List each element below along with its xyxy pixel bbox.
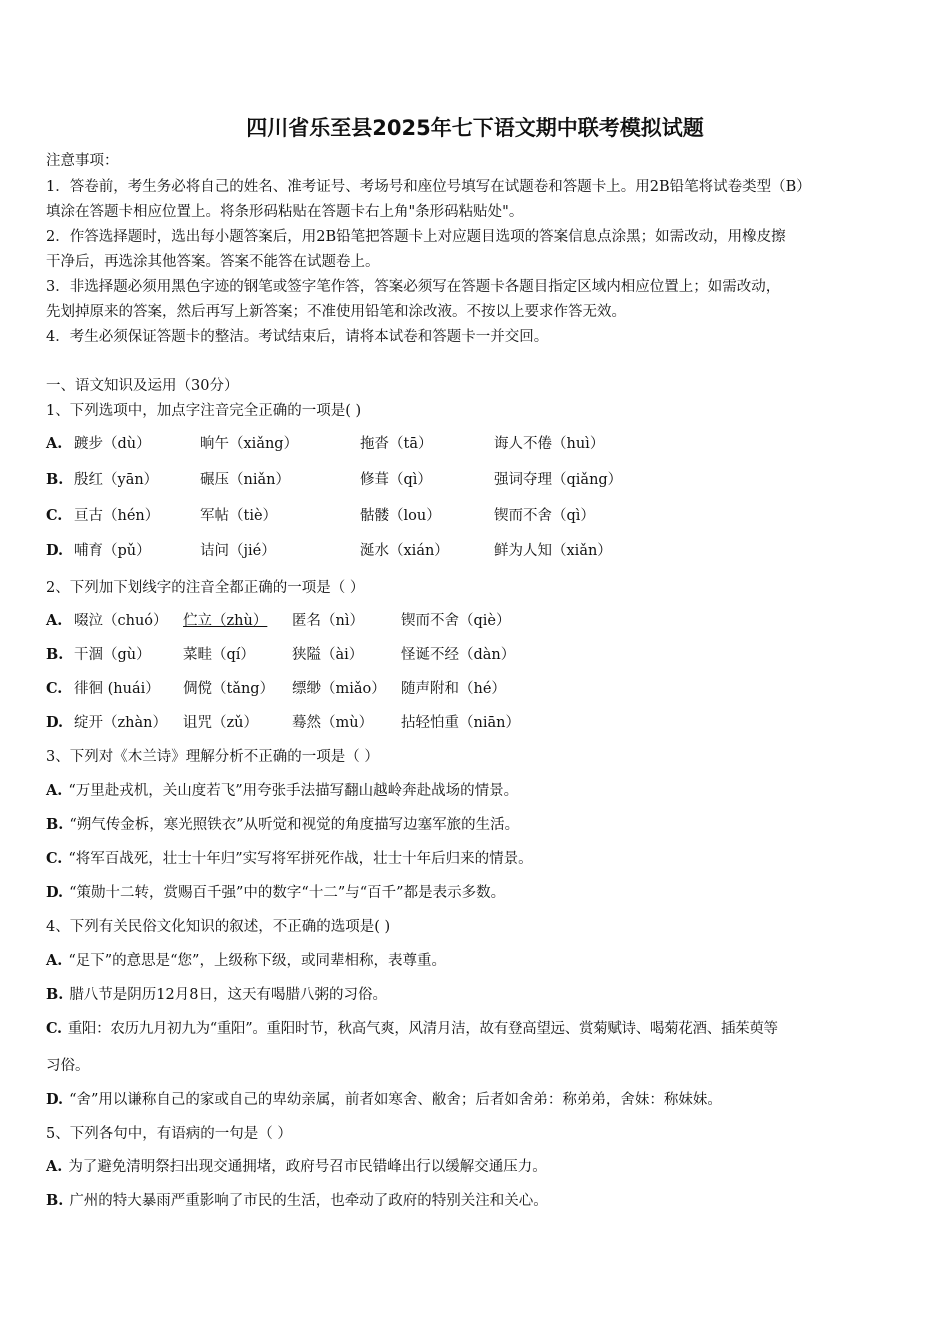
notice-line: 干净后，再选涂其他答案。答案不能答在试题卷上。 bbox=[46, 254, 380, 270]
option-item: 军帖（tiè） bbox=[200, 508, 278, 524]
option-item: 鲜为人知（xiǎn） bbox=[494, 543, 612, 559]
option-label: D. bbox=[46, 884, 64, 901]
option-item: 诅咒（zǔ） bbox=[183, 715, 258, 731]
option-text: “将军百战死，壮士十年归”实写将军拼死作战，壮士十年后归来的情景。 bbox=[68, 851, 533, 867]
option-label: A. bbox=[46, 435, 63, 452]
option-item: 啜泣（chuó） bbox=[74, 613, 168, 629]
option-text: 腊八节是阴历12月8日，这天有喝腊八粥的习俗。 bbox=[69, 987, 387, 1003]
option-label: B. bbox=[46, 471, 64, 488]
option-label: B. bbox=[46, 816, 64, 833]
question-4-option-d bbox=[46, 1090, 722, 1110]
option-text: 广州的特大暴雨严重影响了市民的生活，也牵动了政府的特别关注和关心。 bbox=[69, 1193, 548, 1209]
option-label: C. bbox=[46, 1020, 62, 1037]
question-5-option-b bbox=[46, 1191, 548, 1211]
notice-heading: 注意事项： bbox=[46, 153, 119, 169]
option-label: B. bbox=[46, 646, 64, 663]
option-item: 殷红（yān） bbox=[74, 472, 159, 488]
option-item: 拈轻怕重（niān） bbox=[401, 715, 520, 731]
question-4-option-b bbox=[46, 985, 387, 1005]
option-item: 伫立（zhù） bbox=[183, 613, 268, 629]
question-4-option-c-continued bbox=[46, 1056, 90, 1076]
option-item: 修葺（qì） bbox=[360, 472, 432, 488]
option-label: B. bbox=[46, 986, 64, 1003]
option-text: 习俗。 bbox=[46, 1058, 90, 1074]
option-item: 菜畦（qí） bbox=[183, 647, 255, 663]
question-3-option-b bbox=[46, 815, 519, 835]
option-label: A. bbox=[46, 612, 63, 629]
question-1-stem: 1、下列选项中，加点字注音完全正确的一项是( ) bbox=[46, 403, 362, 419]
question-4-stem: 4、下列有关民俗文化知识的叙述，不正确的选项是( ) bbox=[46, 919, 391, 935]
option-item: 随声附和（hé） bbox=[401, 681, 506, 697]
option-item: 干涸（gù） bbox=[74, 647, 151, 663]
question-5-option-a bbox=[46, 1157, 547, 1177]
option-item: 晌午（xiǎng） bbox=[200, 436, 299, 452]
option-label: C. bbox=[46, 680, 63, 697]
option-item: 拖沓（tā） bbox=[360, 436, 433, 452]
option-item: 锲而不舍（qiè） bbox=[401, 613, 511, 629]
option-item: 诘问（jié） bbox=[200, 543, 276, 559]
page-title: 四川省乐至县2025年七下语文期中联考模拟试题 bbox=[246, 116, 704, 140]
option-item: 踱步（dù） bbox=[74, 436, 151, 452]
option-label: B. bbox=[46, 1192, 64, 1209]
question-4-option-a bbox=[46, 951, 446, 971]
option-text: “策勋十二转，赏赐百千强”中的数字“十二”与“百千”都是表示多数。 bbox=[69, 885, 506, 901]
question-3-stem: 3、下列对《木兰诗》理解分析不正确的一项是（ ） bbox=[46, 749, 379, 765]
option-label: D. bbox=[46, 714, 64, 731]
option-item: 哺育（pǔ） bbox=[74, 543, 151, 559]
option-text: “足下”的意思是“您”，上级称下级，或同辈相称，表尊重。 bbox=[68, 953, 446, 969]
section-heading: 一、语文知识及运用（30分） bbox=[46, 378, 239, 394]
option-text: 重阳：农历九月初九为“重阳”。重阳时节，秋高气爽，风清月洁，故有登高望远、赏菊赋诗、喝菊花酒、插茱萸等 bbox=[67, 1021, 778, 1037]
option-item: 骷髅（lou） bbox=[360, 508, 441, 524]
option-item: 倜傥（tǎng） bbox=[183, 681, 275, 697]
option-item: 怪诞不经（dàn） bbox=[401, 647, 516, 663]
option-item: 锲而不舍（qì） bbox=[494, 508, 595, 524]
option-text: 为了避免清明祭扫出现交通拥堵，政府号召市民错峰出行以缓解交通压力。 bbox=[68, 1159, 547, 1175]
question-3-option-c bbox=[46, 849, 533, 869]
option-text: “万里赴戎机，关山度若飞”用夸张手法描写翻山越岭奔赴战场的情景。 bbox=[68, 783, 519, 799]
question-3-option-d bbox=[46, 883, 505, 903]
option-item: 强词夺理（qiǎng） bbox=[494, 472, 623, 488]
option-label: D. bbox=[46, 542, 64, 559]
option-item: 诲人不倦（huì） bbox=[494, 436, 605, 452]
notice-line: 1．答卷前，考生务必将自己的姓名、准考证号、考场号和座位号填写在试题卷和答题卡上。用2B铅笔将试卷类型（B） bbox=[46, 179, 811, 195]
notice-line: 4．考生必须保证答题卡的整洁。考试结束后，请将本试卷和答题卡一并交回。 bbox=[46, 329, 549, 345]
question-2-stem: 2、下列加下划线字的注音全都正确的一项是（ ） bbox=[46, 580, 365, 596]
option-item: 绽开（zhàn） bbox=[74, 715, 167, 731]
question-4-option-c bbox=[46, 1019, 778, 1039]
notice-line: 2．作答选择题时，选出每小题答案后，用2B铅笔把答题卡上对应题目选项的答案信息点涂黑；如需改动，用橡皮擦 bbox=[46, 229, 786, 245]
option-label: A. bbox=[46, 952, 63, 969]
option-label: C. bbox=[46, 850, 63, 867]
option-item: 缥缈（miǎo） bbox=[292, 681, 386, 697]
option-item: 亘古（hén） bbox=[74, 508, 160, 524]
option-item: 匿名（nì） bbox=[292, 613, 364, 629]
notice-line: 填涂在答题卡相应位置上。将条形码粘贴在答题卡右上角"条形码粘贴处"。 bbox=[46, 204, 524, 220]
option-item: 蓦然（mù） bbox=[292, 715, 374, 731]
notice-line: 3．非选择题必须用黑色字迹的钢笔或签字笔作答，答案必须写在答题卡各题目指定区域内相应位置上；如需改动， bbox=[46, 279, 781, 295]
option-item: 涎水（xián） bbox=[360, 543, 449, 559]
option-label: D. bbox=[46, 1091, 64, 1108]
option-item: 碾压（niǎn） bbox=[200, 472, 290, 488]
question-3-option-a bbox=[46, 781, 518, 801]
notice-line: 先划掉原来的答案，然后再写上新答案；不准使用铅笔和涂改液。不按以上要求作答无效。 bbox=[46, 304, 626, 320]
option-text: “舍”用以谦称自己的家或自己的卑幼亲属，前者如寒舍、敝舍；后者如舍弟：称弟弟，舍妹：称妹妹。 bbox=[69, 1092, 722, 1108]
question-5-stem: 5、下列各句中，有语病的一句是（ ） bbox=[46, 1126, 292, 1142]
option-text: “朔气传金柝，寒光照铁衣”从听觉和视觉的角度描写边塞军旅的生活。 bbox=[69, 817, 520, 833]
option-label: A. bbox=[46, 1158, 63, 1175]
option-item: 狭隘（ài） bbox=[292, 647, 364, 663]
option-item: 徘徊 (huái） bbox=[74, 681, 160, 697]
option-label: C. bbox=[46, 507, 63, 524]
option-label: A. bbox=[46, 782, 63, 799]
